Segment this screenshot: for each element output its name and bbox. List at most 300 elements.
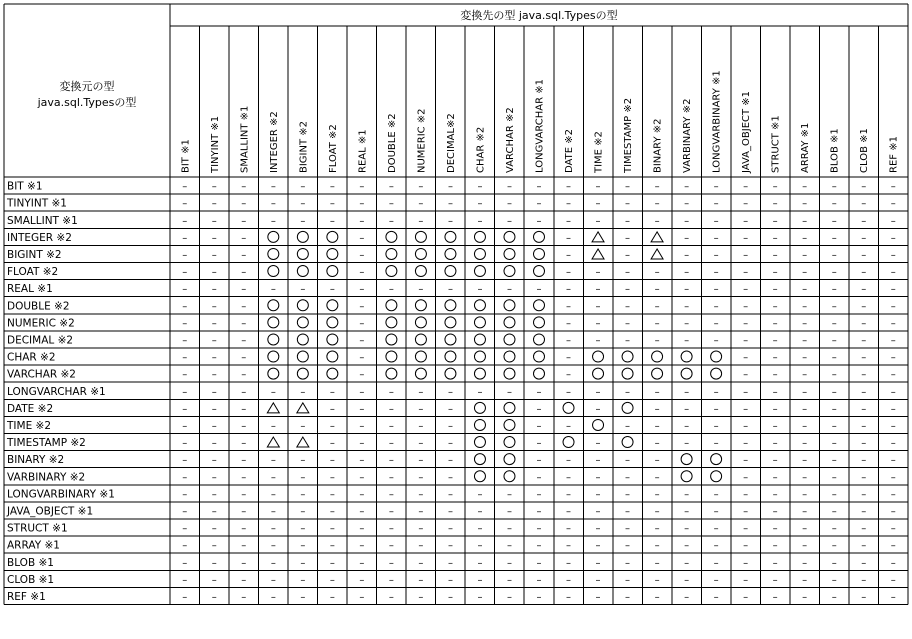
conversion-unsupported-mark: – bbox=[536, 540, 542, 552]
conversion-unsupported-mark: – bbox=[182, 318, 188, 330]
conversion-unsupported-mark: – bbox=[270, 198, 276, 210]
conversion-unsupported-mark: – bbox=[300, 557, 306, 569]
conversion-unsupported-mark: – bbox=[861, 540, 867, 552]
conversion-unsupported-mark: – bbox=[654, 591, 660, 603]
conversion-unsupported-mark: – bbox=[713, 386, 719, 398]
conversion-unsupported-mark: – bbox=[359, 249, 365, 261]
conversion-unsupported-mark: – bbox=[831, 301, 837, 313]
conversion-supported-mark bbox=[297, 351, 308, 362]
conversion-unsupported-mark: – bbox=[684, 267, 690, 279]
conversion-supported-mark bbox=[474, 351, 485, 362]
conversion-unsupported-mark: – bbox=[802, 403, 808, 415]
conversion-supported-mark bbox=[534, 368, 545, 379]
conversion-unsupported-mark: – bbox=[536, 472, 542, 484]
conversion-unsupported-mark: – bbox=[890, 557, 896, 569]
conversion-unsupported-mark: – bbox=[684, 591, 690, 603]
conversion-unsupported-mark: – bbox=[625, 540, 631, 552]
conversion-unsupported-mark: – bbox=[861, 369, 867, 381]
conversion-unsupported-mark: – bbox=[654, 403, 660, 415]
conversion-supported-mark bbox=[415, 368, 426, 379]
column-header: NUMERIC ※2 bbox=[416, 108, 428, 173]
conversion-unsupported-mark: – bbox=[890, 215, 896, 227]
row-header: VARBINARY ※2 bbox=[7, 471, 86, 484]
conversion-unsupported-mark: – bbox=[506, 574, 512, 586]
conversion-unsupported-mark: – bbox=[566, 574, 572, 586]
conversion-unsupported-mark: – bbox=[802, 557, 808, 569]
row-header: DATE ※2 bbox=[7, 402, 54, 415]
table-cells bbox=[182, 182, 895, 603]
conversion-unsupported-mark: – bbox=[654, 489, 660, 501]
conversion-supported-mark bbox=[386, 368, 397, 379]
conversion-unsupported-mark: – bbox=[211, 489, 217, 501]
conversion-unsupported-mark: – bbox=[359, 403, 365, 415]
conversion-supported-mark bbox=[445, 334, 456, 345]
conversion-supported-mark bbox=[711, 351, 722, 362]
column-header: DECIMAL※2 bbox=[445, 113, 457, 173]
conversion-unsupported-mark: – bbox=[270, 489, 276, 501]
conversion-unsupported-mark: – bbox=[182, 249, 188, 261]
row-header: REAL ※1 bbox=[7, 283, 53, 296]
conversion-unsupported-mark: – bbox=[447, 420, 453, 432]
conversion-unsupported-mark: – bbox=[802, 335, 808, 347]
conversion-unsupported-mark: – bbox=[684, 181, 690, 193]
conversion-unsupported-mark: – bbox=[300, 181, 306, 193]
conversion-unsupported-mark: – bbox=[182, 506, 188, 518]
conversion-unsupported-mark: – bbox=[743, 198, 749, 210]
conversion-unsupported-mark: – bbox=[329, 574, 335, 586]
conversion-unsupported-mark: – bbox=[359, 523, 365, 535]
column-header: REAL ※1 bbox=[357, 129, 369, 173]
conversion-unsupported-mark: – bbox=[566, 284, 572, 296]
conversion-unsupported-mark: – bbox=[270, 472, 276, 484]
conversion-unsupported-mark: – bbox=[211, 472, 217, 484]
conversion-unsupported-mark: – bbox=[743, 301, 749, 313]
conversion-unsupported-mark: – bbox=[861, 557, 867, 569]
conversion-unsupported-mark: – bbox=[566, 472, 572, 484]
conversion-unsupported-mark: – bbox=[890, 403, 896, 415]
conversion-unsupported-mark: – bbox=[241, 506, 247, 518]
conversion-unsupported-mark: – bbox=[713, 523, 719, 535]
conversion-unsupported-mark: – bbox=[890, 249, 896, 261]
conversion-unsupported-mark: – bbox=[625, 455, 631, 467]
conversion-unsupported-mark: – bbox=[772, 455, 778, 467]
conversion-unsupported-mark: – bbox=[388, 455, 394, 467]
conversion-unsupported-mark: – bbox=[890, 574, 896, 586]
conversion-unsupported-mark: – bbox=[595, 574, 601, 586]
conversion-unsupported-mark: – bbox=[566, 386, 572, 398]
conversion-unsupported-mark: – bbox=[684, 557, 690, 569]
conversion-unsupported-mark: – bbox=[211, 335, 217, 347]
row-header: LONGVARBINARY ※1 bbox=[7, 488, 115, 501]
conversion-unsupported-mark: – bbox=[270, 574, 276, 586]
conversion-supported-mark bbox=[652, 368, 663, 379]
conversion-unsupported-mark: – bbox=[182, 438, 188, 450]
conversion-partial-mark bbox=[651, 232, 663, 242]
conversion-unsupported-mark: – bbox=[654, 523, 660, 535]
conversion-unsupported-mark: – bbox=[447, 591, 453, 603]
conversion-unsupported-mark: – bbox=[713, 335, 719, 347]
conversion-supported-mark bbox=[297, 248, 308, 259]
conversion-unsupported-mark: – bbox=[861, 420, 867, 432]
conversion-unsupported-mark: – bbox=[654, 472, 660, 484]
conversion-unsupported-mark: – bbox=[211, 301, 217, 313]
conversion-unsupported-mark: – bbox=[713, 591, 719, 603]
conversion-unsupported-mark: – bbox=[772, 369, 778, 381]
conversion-unsupported-mark: – bbox=[477, 215, 483, 227]
conversion-unsupported-mark: – bbox=[654, 198, 660, 210]
conversion-partial-mark bbox=[267, 437, 279, 447]
conversion-unsupported-mark: – bbox=[477, 181, 483, 193]
conversion-unsupported-mark: – bbox=[300, 489, 306, 501]
conversion-unsupported-mark: – bbox=[684, 523, 690, 535]
conversion-unsupported-mark: – bbox=[713, 318, 719, 330]
conversion-unsupported-mark: – bbox=[802, 215, 808, 227]
conversion-unsupported-mark: – bbox=[654, 574, 660, 586]
conversion-unsupported-mark: – bbox=[182, 215, 188, 227]
conversion-unsupported-mark: – bbox=[861, 318, 867, 330]
column-header: REF ※1 bbox=[888, 136, 900, 173]
conversion-unsupported-mark: – bbox=[477, 386, 483, 398]
conversion-unsupported-mark: – bbox=[211, 438, 217, 450]
conversion-partial-mark bbox=[297, 437, 309, 447]
conversion-unsupported-mark: – bbox=[418, 540, 424, 552]
conversion-unsupported-mark: – bbox=[418, 386, 424, 398]
conversion-unsupported-mark: – bbox=[536, 284, 542, 296]
conversion-supported-mark bbox=[474, 334, 485, 345]
conversion-supported-mark bbox=[474, 471, 485, 482]
conversion-unsupported-mark: – bbox=[890, 352, 896, 364]
conversion-unsupported-mark: – bbox=[270, 420, 276, 432]
conversion-unsupported-mark: – bbox=[654, 506, 660, 518]
conversion-unsupported-mark: – bbox=[802, 232, 808, 244]
conversion-unsupported-mark: – bbox=[566, 523, 572, 535]
conversion-supported-mark bbox=[415, 300, 426, 311]
conversion-unsupported-mark: – bbox=[388, 386, 394, 398]
column-header: BIGINT ※2 bbox=[298, 120, 310, 173]
conversion-supported-mark bbox=[534, 248, 545, 259]
conversion-supported-mark bbox=[622, 368, 633, 379]
conversion-supported-mark bbox=[327, 351, 338, 362]
conversion-unsupported-mark: – bbox=[211, 369, 217, 381]
conversion-unsupported-mark: – bbox=[241, 591, 247, 603]
conversion-unsupported-mark: – bbox=[566, 352, 572, 364]
conversion-unsupported-mark: – bbox=[388, 591, 394, 603]
conversion-supported-mark bbox=[504, 300, 515, 311]
conversion-unsupported-mark: – bbox=[211, 420, 217, 432]
conversion-unsupported-mark: – bbox=[684, 540, 690, 552]
conversion-unsupported-mark: – bbox=[684, 198, 690, 210]
conversion-supported-mark bbox=[268, 351, 279, 362]
conversion-unsupported-mark: – bbox=[566, 420, 572, 432]
row-header: INTEGER ※2 bbox=[7, 231, 72, 244]
conversion-unsupported-mark: – bbox=[300, 386, 306, 398]
conversion-unsupported-mark: – bbox=[861, 438, 867, 450]
conversion-unsupported-mark: – bbox=[743, 386, 749, 398]
column-header: TIME ※2 bbox=[593, 131, 605, 173]
conversion-unsupported-mark: – bbox=[418, 198, 424, 210]
conversion-unsupported-mark: – bbox=[447, 438, 453, 450]
conversion-unsupported-mark: – bbox=[566, 369, 572, 381]
conversion-unsupported-mark: – bbox=[329, 181, 335, 193]
conversion-unsupported-mark: – bbox=[861, 198, 867, 210]
conversion-unsupported-mark: – bbox=[743, 369, 749, 381]
conversion-unsupported-mark: – bbox=[595, 301, 601, 313]
conversion-unsupported-mark: – bbox=[890, 318, 896, 330]
conversion-unsupported-mark: – bbox=[241, 352, 247, 364]
conversion-unsupported-mark: – bbox=[595, 181, 601, 193]
conversion-unsupported-mark: – bbox=[743, 249, 749, 261]
conversion-unsupported-mark: – bbox=[388, 540, 394, 552]
conversion-unsupported-mark: – bbox=[211, 506, 217, 518]
conversion-supported-mark bbox=[681, 368, 692, 379]
conversion-unsupported-mark: – bbox=[772, 318, 778, 330]
conversion-unsupported-mark: – bbox=[831, 438, 837, 450]
conversion-unsupported-mark: – bbox=[625, 284, 631, 296]
conversion-unsupported-mark: – bbox=[241, 335, 247, 347]
conversion-unsupported-mark: – bbox=[861, 215, 867, 227]
row-header: NUMERIC ※2 bbox=[7, 317, 75, 330]
conversion-supported-mark bbox=[297, 231, 308, 242]
conversion-unsupported-mark: – bbox=[359, 472, 365, 484]
conversion-unsupported-mark: – bbox=[890, 489, 896, 501]
conversion-unsupported-mark: – bbox=[241, 386, 247, 398]
conversion-supported-mark bbox=[504, 368, 515, 379]
conversion-partial-mark bbox=[592, 232, 604, 242]
conversion-unsupported-mark: – bbox=[300, 472, 306, 484]
conversion-unsupported-mark: – bbox=[477, 557, 483, 569]
conversion-supported-mark bbox=[386, 300, 397, 311]
conversion-unsupported-mark: – bbox=[388, 557, 394, 569]
conversion-unsupported-mark: – bbox=[802, 369, 808, 381]
conversion-unsupported-mark: – bbox=[536, 523, 542, 535]
conversion-unsupported-mark: – bbox=[890, 284, 896, 296]
conversion-unsupported-mark: – bbox=[831, 472, 837, 484]
conversion-unsupported-mark: – bbox=[447, 181, 453, 193]
conversion-unsupported-mark: – bbox=[359, 181, 365, 193]
conversion-unsupported-mark: – bbox=[241, 181, 247, 193]
conversion-unsupported-mark: – bbox=[713, 506, 719, 518]
conversion-unsupported-mark: – bbox=[388, 472, 394, 484]
conversion-unsupported-mark: – bbox=[802, 455, 808, 467]
conversion-unsupported-mark: – bbox=[831, 506, 837, 518]
conversion-unsupported-mark: – bbox=[890, 438, 896, 450]
conversion-unsupported-mark: – bbox=[802, 540, 808, 552]
conversion-supported-mark bbox=[504, 231, 515, 242]
conversion-unsupported-mark: – bbox=[566, 181, 572, 193]
conversion-unsupported-mark: – bbox=[300, 506, 306, 518]
conversion-unsupported-mark: – bbox=[595, 318, 601, 330]
conversion-supported-mark bbox=[474, 402, 485, 413]
conversion-unsupported-mark: – bbox=[418, 455, 424, 467]
conversion-unsupported-mark: – bbox=[270, 386, 276, 398]
conversion-unsupported-mark: – bbox=[831, 352, 837, 364]
conversion-supported-mark bbox=[415, 266, 426, 277]
conversion-unsupported-mark: – bbox=[241, 472, 247, 484]
conversion-unsupported-mark: – bbox=[329, 403, 335, 415]
conversion-unsupported-mark: – bbox=[359, 215, 365, 227]
conversion-unsupported-mark: – bbox=[654, 455, 660, 467]
conversion-unsupported-mark: – bbox=[388, 506, 394, 518]
conversion-unsupported-mark: – bbox=[506, 540, 512, 552]
conversion-unsupported-mark: – bbox=[418, 472, 424, 484]
conversion-unsupported-mark: – bbox=[241, 249, 247, 261]
conversion-unsupported-mark: – bbox=[625, 420, 631, 432]
conversion-unsupported-mark: – bbox=[595, 438, 601, 450]
row-header: BLOB ※1 bbox=[7, 556, 54, 569]
row-header: CLOB ※1 bbox=[7, 573, 55, 586]
conversion-unsupported-mark: – bbox=[447, 215, 453, 227]
conversion-unsupported-mark: – bbox=[447, 574, 453, 586]
conversion-unsupported-mark: – bbox=[802, 420, 808, 432]
conversion-unsupported-mark: – bbox=[536, 386, 542, 398]
conversion-partial-mark bbox=[651, 249, 663, 259]
conversion-unsupported-mark: – bbox=[684, 249, 690, 261]
conversion-supported-mark bbox=[474, 300, 485, 311]
conversion-unsupported-mark: – bbox=[654, 181, 660, 193]
conversion-supported-mark bbox=[504, 317, 515, 328]
conversion-unsupported-mark: – bbox=[802, 249, 808, 261]
conversion-unsupported-mark: – bbox=[743, 403, 749, 415]
conversion-unsupported-mark: – bbox=[772, 523, 778, 535]
column-header: LONGVARCHAR ※1 bbox=[534, 78, 546, 173]
conversion-unsupported-mark: – bbox=[270, 540, 276, 552]
conversion-supported-mark bbox=[327, 334, 338, 345]
conversion-unsupported-mark: – bbox=[713, 198, 719, 210]
conversion-unsupported-mark: – bbox=[211, 386, 217, 398]
conversion-unsupported-mark: – bbox=[890, 181, 896, 193]
conversion-unsupported-mark: – bbox=[447, 472, 453, 484]
conversion-supported-mark bbox=[681, 351, 692, 362]
column-header: FLOAT ※2 bbox=[327, 124, 339, 173]
conversion-unsupported-mark: – bbox=[211, 198, 217, 210]
conversion-unsupported-mark: – bbox=[802, 267, 808, 279]
conversion-unsupported-mark: – bbox=[890, 420, 896, 432]
conversion-unsupported-mark: – bbox=[684, 489, 690, 501]
conversion-unsupported-mark: – bbox=[654, 284, 660, 296]
conversion-unsupported-mark: – bbox=[300, 420, 306, 432]
conversion-unsupported-mark: – bbox=[566, 249, 572, 261]
conversion-supported-mark bbox=[445, 317, 456, 328]
conversion-unsupported-mark: – bbox=[418, 403, 424, 415]
conversion-unsupported-mark: – bbox=[566, 506, 572, 518]
conversion-unsupported-mark: – bbox=[831, 386, 837, 398]
conversion-unsupported-mark: – bbox=[595, 472, 601, 484]
conversion-unsupported-mark: – bbox=[713, 267, 719, 279]
conversion-unsupported-mark: – bbox=[743, 591, 749, 603]
column-header: BIT ※1 bbox=[180, 139, 192, 173]
conversion-unsupported-mark: – bbox=[654, 540, 660, 552]
conversion-unsupported-mark: – bbox=[890, 369, 896, 381]
column-header: LONGVARBINARY ※1 bbox=[711, 70, 723, 173]
row-header: TIMESTAMP ※2 bbox=[7, 437, 86, 450]
conversion-unsupported-mark: – bbox=[329, 438, 335, 450]
conversion-unsupported-mark: – bbox=[359, 438, 365, 450]
conversion-unsupported-mark: – bbox=[684, 403, 690, 415]
conversion-supported-mark bbox=[415, 317, 426, 328]
conversion-supported-mark bbox=[297, 334, 308, 345]
conversion-unsupported-mark: – bbox=[477, 284, 483, 296]
conversion-unsupported-mark: – bbox=[566, 557, 572, 569]
conversion-unsupported-mark: – bbox=[182, 386, 188, 398]
conversion-unsupported-mark: – bbox=[359, 267, 365, 279]
conversion-unsupported-mark: – bbox=[418, 284, 424, 296]
conversion-supported-mark bbox=[593, 368, 604, 379]
conversion-supported-mark bbox=[504, 454, 515, 465]
conversion-unsupported-mark: – bbox=[359, 386, 365, 398]
conversion-unsupported-mark: – bbox=[300, 284, 306, 296]
conversion-unsupported-mark: – bbox=[861, 574, 867, 586]
conversion-unsupported-mark: – bbox=[743, 335, 749, 347]
column-header: CHAR ※2 bbox=[475, 126, 487, 173]
conversion-unsupported-mark: – bbox=[802, 352, 808, 364]
conversion-supported-mark bbox=[563, 402, 574, 413]
conversion-supported-mark bbox=[652, 351, 663, 362]
column-header: DATE ※2 bbox=[564, 129, 576, 173]
conversion-unsupported-mark: – bbox=[713, 403, 719, 415]
conversion-unsupported-mark: – bbox=[359, 335, 365, 347]
conversion-unsupported-mark: – bbox=[831, 420, 837, 432]
conversion-unsupported-mark: – bbox=[477, 506, 483, 518]
conversion-unsupported-mark: – bbox=[447, 540, 453, 552]
conversion-unsupported-mark: – bbox=[861, 232, 867, 244]
conversion-unsupported-mark: – bbox=[861, 386, 867, 398]
conversion-unsupported-mark: – bbox=[831, 455, 837, 467]
conversion-unsupported-mark: – bbox=[831, 284, 837, 296]
conversion-unsupported-mark: – bbox=[772, 232, 778, 244]
conversion-unsupported-mark: – bbox=[566, 267, 572, 279]
conversion-supported-mark bbox=[593, 419, 604, 430]
conversion-supported-mark bbox=[268, 300, 279, 311]
conversion-unsupported-mark: – bbox=[477, 523, 483, 535]
conversion-unsupported-mark: – bbox=[595, 386, 601, 398]
conversion-unsupported-mark: – bbox=[300, 455, 306, 467]
conversion-unsupported-mark: – bbox=[506, 198, 512, 210]
conversion-unsupported-mark: – bbox=[182, 198, 188, 210]
conversion-supported-mark bbox=[327, 266, 338, 277]
conversion-supported-mark bbox=[415, 351, 426, 362]
conversion-unsupported-mark: – bbox=[359, 574, 365, 586]
row-header: VARCHAR ※2 bbox=[7, 368, 76, 381]
conversion-unsupported-mark: – bbox=[241, 318, 247, 330]
conversion-unsupported-mark: – bbox=[713, 301, 719, 313]
conversion-unsupported-mark: – bbox=[861, 267, 867, 279]
conversion-unsupported-mark: – bbox=[418, 506, 424, 518]
conversion-unsupported-mark: – bbox=[241, 284, 247, 296]
conversion-unsupported-mark: – bbox=[625, 591, 631, 603]
conversion-unsupported-mark: – bbox=[270, 523, 276, 535]
conversion-unsupported-mark: – bbox=[182, 335, 188, 347]
conversion-unsupported-mark: – bbox=[890, 523, 896, 535]
conversion-unsupported-mark: – bbox=[625, 267, 631, 279]
conversion-unsupported-mark: – bbox=[182, 369, 188, 381]
conversion-unsupported-mark: – bbox=[536, 557, 542, 569]
column-header: STRUCT ※1 bbox=[770, 115, 782, 173]
conversion-unsupported-mark: – bbox=[890, 455, 896, 467]
row-header: BIGINT ※2 bbox=[7, 248, 62, 261]
conversion-unsupported-mark: – bbox=[359, 489, 365, 501]
conversion-unsupported-mark: – bbox=[329, 557, 335, 569]
conversion-unsupported-mark: – bbox=[182, 557, 188, 569]
conversion-unsupported-mark: – bbox=[772, 540, 778, 552]
row-header: CHAR ※2 bbox=[7, 351, 56, 364]
conversion-unsupported-mark: – bbox=[388, 574, 394, 586]
conversion-unsupported-mark: – bbox=[270, 284, 276, 296]
conversion-unsupported-mark: – bbox=[831, 267, 837, 279]
conversion-supported-mark bbox=[474, 317, 485, 328]
conversion-supported-mark bbox=[474, 454, 485, 465]
conversion-unsupported-mark: – bbox=[182, 472, 188, 484]
conversion-supported-mark bbox=[622, 402, 633, 413]
